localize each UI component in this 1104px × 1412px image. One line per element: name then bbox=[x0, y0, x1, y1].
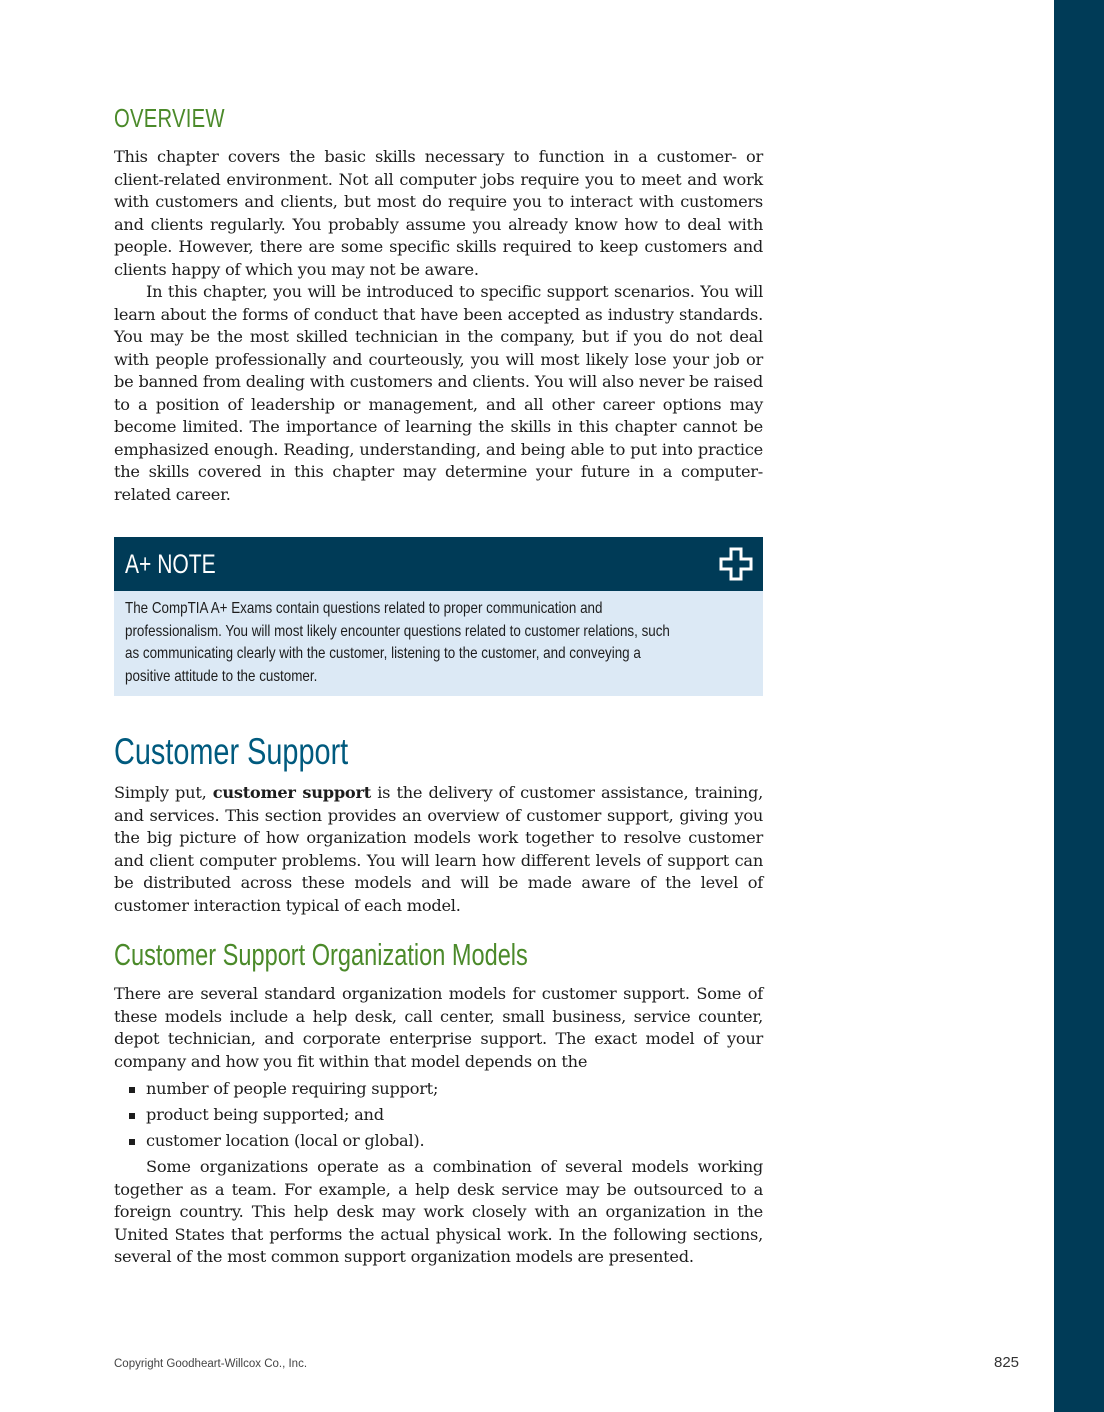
plus-outline-icon bbox=[719, 547, 753, 581]
note-line: as communicating clearly with the customer, listening to the customer, and conveying a bbox=[125, 645, 641, 663]
organization-models-paragraph: Some organizations operate as a combination of several models working together as a team. For example, a help desk service may be outsourced to a foreign country. This help desk may work closely with an organization in the United States that performs the actual physical work. In the following sections, several of the most common support organization models are presented. bbox=[114, 1157, 763, 1267]
organization-models-intro: There are several standard organization models for customer support. Some of these models include a help desk, call center, small business, service counter, depot technician, and corporate enterprise support. The exact model of your company and how you fit within that model depends on the bbox=[114, 984, 763, 1071]
side-color-bar bbox=[1054, 0, 1104, 1412]
bullet-list bbox=[114, 1078, 763, 1153]
a-plus-note-box bbox=[114, 537, 763, 696]
page-content bbox=[114, 100, 763, 1269]
key-term: customer support bbox=[212, 783, 371, 803]
note-line: positive attitude to the customer. bbox=[125, 667, 318, 685]
list-item-text: number of people requiring support; bbox=[146, 1079, 439, 1099]
square-bullet-icon bbox=[129, 1139, 135, 1145]
page-number: 825 bbox=[994, 1354, 1020, 1371]
note-line: The CompTIA A+ Exams contain questions related to proper communication and bbox=[125, 600, 603, 617]
square-bullet-icon bbox=[129, 1113, 135, 1119]
customer-support-paragraph bbox=[114, 782, 763, 917]
note-line: professionalism. You will most likely encounter questions related to customer relations, such bbox=[125, 622, 670, 640]
customer-support-heading: Customer Support bbox=[114, 731, 349, 773]
organization-models-heading: Customer Support Organization Models bbox=[114, 937, 528, 973]
overview-paragraph-2: In this chapter, you will be introduced to specific support scenarios. You will learn about the forms of conduct that have been accepted as industry standards. You may be the most skilled technician in the company, but if you do not deal with people professionally and courteously, you will most likely lose your job or be banned from dealing with customers and clients. You will also never be raised to a position of leadership or management, and all other career options may become limited. The importance of learning the skills in this chapter cannot be emphasized enough. Reading, understanding, and being able to put into practice the skills covered in this chapter may determine your future in a computer-related career. bbox=[114, 282, 763, 504]
list-item bbox=[114, 1078, 763, 1101]
note-title: A+ NOTE bbox=[125, 549, 216, 579]
note-body bbox=[114, 591, 763, 696]
copyright-footer: Copyright Goodheart-Willcox Co., Inc. bbox=[114, 1358, 308, 1370]
overview-heading: OVERVIEW bbox=[114, 103, 225, 133]
note-header bbox=[114, 537, 763, 591]
overview-paragraph-1: This chapter covers the basic skills necessary to function in a customer- or client-related environment. Not all computer jobs require you to meet and work with customers and clients, but most do require you to interact with customers and clients regularly. You probably assume you already know how to deal with people. However, there are some specific skills required to keep customers and clients happy of which you may not be aware. bbox=[114, 147, 763, 279]
list-item-text: product being supported; and bbox=[146, 1105, 384, 1125]
list-item-text: customer location (local or global). bbox=[146, 1131, 425, 1151]
intro-lead: Simply put, bbox=[114, 783, 213, 803]
intro-rest: is the delivery of customer assistance, training, and services. This section provides an overview of customer support, giving you the big picture of how organization models work together to resolve customer and client computer problems. You will learn how different levels of support can be distributed across these models and will be made aware of the level of customer interaction typical of each model. bbox=[114, 783, 763, 915]
square-bullet-icon bbox=[129, 1087, 135, 1093]
list-item bbox=[114, 1130, 763, 1153]
list-item bbox=[114, 1104, 763, 1127]
